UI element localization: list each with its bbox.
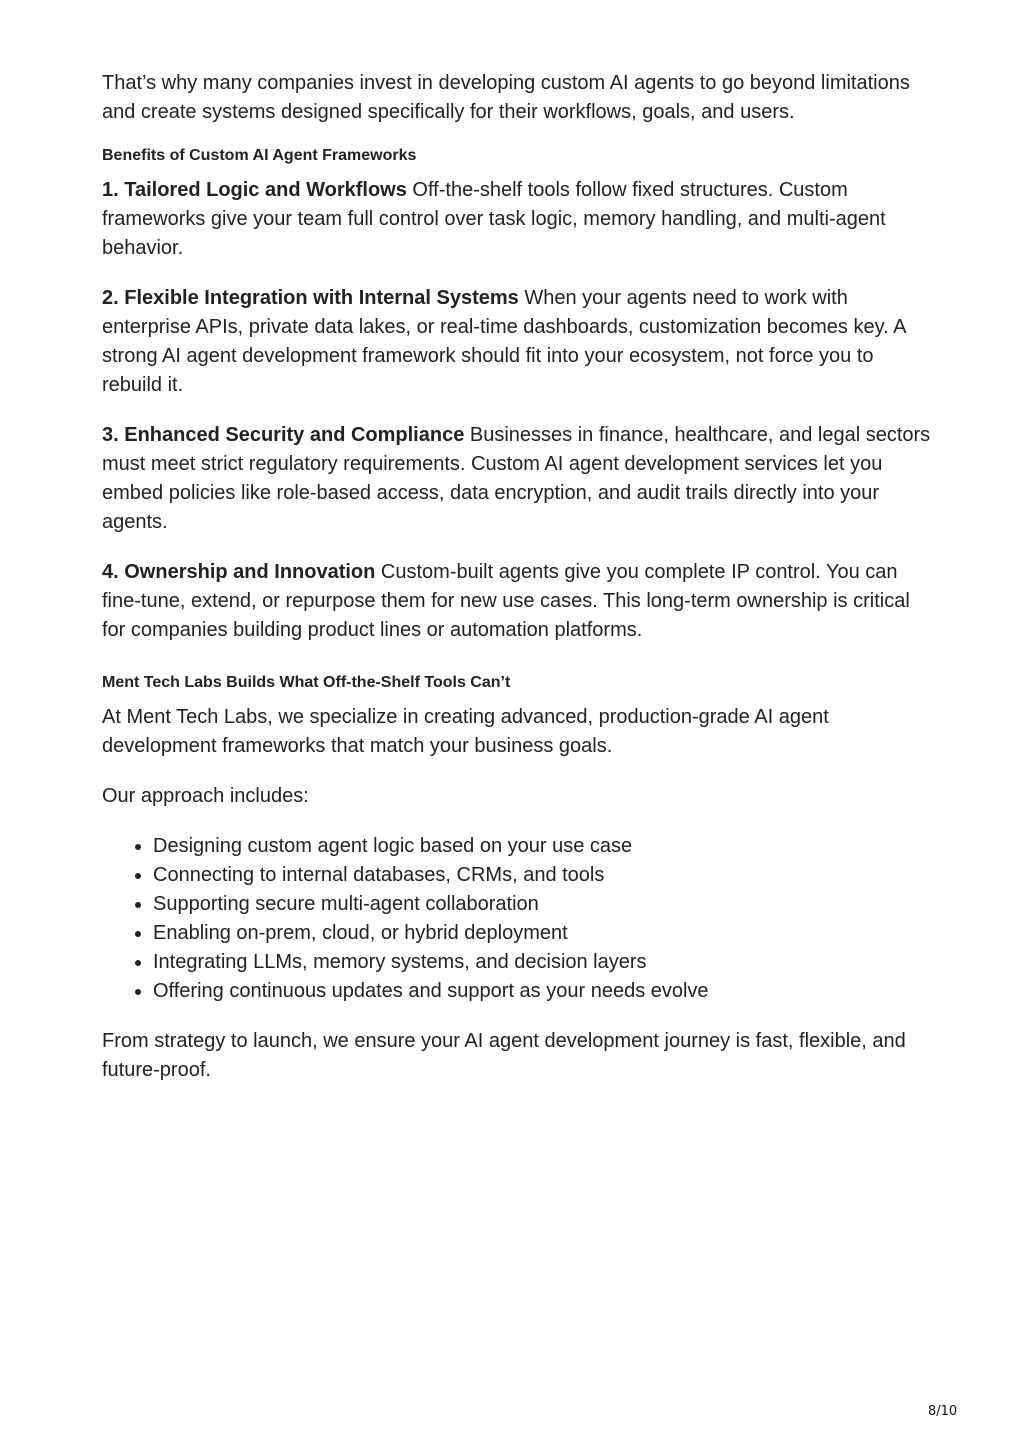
benefit-title: 4. Ownership and Innovation [102,561,376,583]
page-number: 8/10 [928,1404,958,1419]
benefit-text: Businesses in finance, healthcare, and legal sectors must meet strict regulatory requirements. Custom AI agent development services let you embed policies like role-based access, data encryption, and audit trails directly into your agents. [102,424,931,533]
list-item: • Integrating LLMs, memory systems, and decision layers [153,948,932,977]
closing-paragraph: From strategy to launch, we ensure your AI agent development journey is fast, flexible, and future-proof. [102,1030,906,1081]
benefit-title: 2. Flexible Integration with Internal Systems [102,287,519,309]
list-item: • Supporting secure multi-agent collaboration [153,890,932,919]
approach-list [102,832,932,1006]
benefit-paragraph [102,284,932,400]
ment-heading: Ment Tech Labs Builds What Off-the-Shelf Tools Can’t [102,674,511,691]
benefit-paragraph [102,558,932,645]
document-body [102,69,932,1106]
intro-paragraph: That’s why many companies invest in developing custom AI agents to go beyond limitations and create systems designed specifically for their workflows, goals, and users. [102,72,910,123]
benefit-paragraph [102,421,932,537]
list-item: • Offering continuous updates and support as your needs evolve [153,977,932,1006]
benefit-paragraph [102,176,932,263]
ment-intro-paragraph: At Ment Tech Labs, we specialize in creating advanced, production-grade AI agent development frameworks that match your business goals. [102,706,829,757]
benefits-heading: Benefits of Custom AI Agent Frameworks [102,147,417,164]
list-item: • Designing custom agent logic based on your use case [153,832,932,861]
list-item: • Connecting to internal databases, CRMs, and tools [153,861,932,890]
benefit-title: 3. Enhanced Security and Compliance [102,424,465,446]
benefit-text: When your agents need to work with enterprise APIs, private data lakes, or real-time dashboards, customization becomes key. A strong AI agent development framework should fit into your ecosystem, not force you to rebuild it. [102,287,906,396]
approach-intro: Our approach includes: [102,785,309,807]
benefit-title: 1. Tailored Logic and Workflows [102,179,407,201]
benefit-text: Custom-built agents give you complete IP control. You can fine-tune, extend, or repurpose them for new use cases. This long-term ownership is critical for companies building product lines or automation platforms. [102,561,910,641]
list-item: • Enabling on-prem, cloud, or hybrid deployment [153,919,932,948]
benefit-text: Off-the-shelf tools follow fixed structures. Custom frameworks give your team full control over task logic, memory handling, and multi-agent behavior. [102,179,886,259]
